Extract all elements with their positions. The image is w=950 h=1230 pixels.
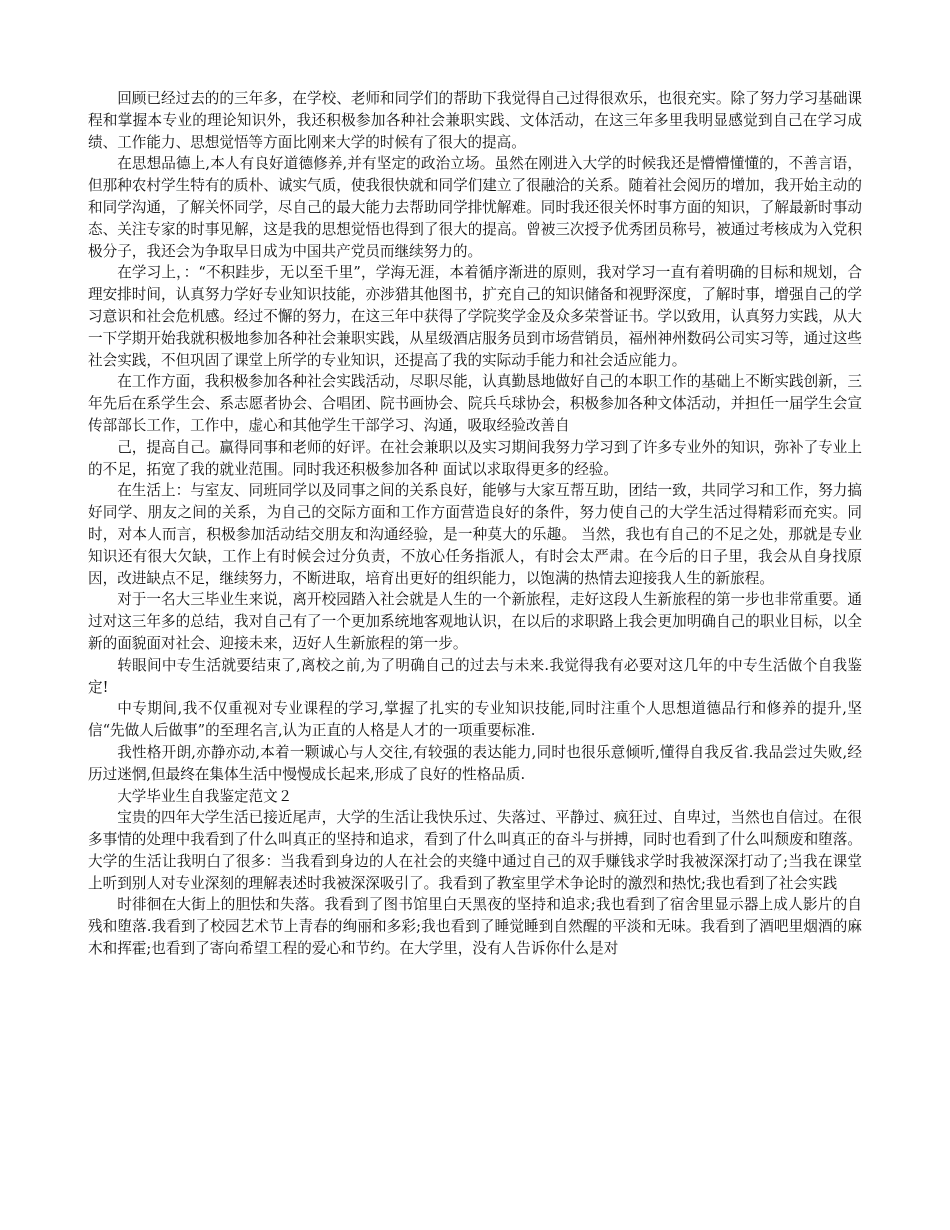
paragraph-vocational-study: 中专期间,我不仅重视对专业课程的学习,掌握了扎实的专业知识技能,同时注重个人思想道德品行和修养的提升,坚信“先做人后做事”的至理名言,认为正直的人格是人才的一项重要标准.: [88, 700, 862, 740]
paragraph-work-continued: 己，提高自己。赢得同事和老师的好评。在社会兼职以及实习期间我努力学习到了许多专业外的知识，弥补了专业上的不足，拓宽了我的就业范围。同时我还积极参加各种 面试以求取得更多的经验。: [88, 438, 862, 478]
paragraph-personality: 我性格开朗,亦静亦动,本着一颗诚心与人交往,有较强的表达能力,同时也很乐意倾听,懂得自我反省.我品尝过失败,经历过迷惘,但最终在集体生活中慢慢成长起来,形成了良好的性格品质.: [88, 743, 862, 783]
paragraph-study: 在学习上，：“不积跬步，无以至千里”，学海无涯，本着循序渐进的原则，我对学习一直有着明确的目标和规划，合理安排时间，认真努力学好专业知识技能，亦涉猎其他图书，扩充自己的知识储备和视野深度，了解时事，增强自己的学习意识和社会危机感。经过不懈的努力，在这三年中获得了学院奖学金及众多荣誉证书。学以致用，认真努力实践，从大一下学期开始我就积极地参加各种社会兼职实践，从星级酒店服务员到市场营销员，福州神州数码公司实习等，通过这些社会实践，不但巩固了课堂上所学的专业知识，还提高了我的实际动手能力和社会适应能力。: [88, 264, 862, 369]
paragraph-work: 在工作方面，我积极参加各种社会实践活动，尽职尽能，认真勤恳地做好自己的本职工作的基础上不断实践创新，三年先后在系学生会、系志愿者协会、合唱团、院书画协会、院兵乓球协会，积极参加各种文体活动，并担任一届学生会宣传部部长工作，工作中，虚心和其他学生干部学习、沟通，吸取经验改善自: [88, 373, 862, 434]
paragraph-life: 在生活上：与室友、同班同学以及同事之间的关系良好，能够与大家互帮互助，团结一致，共同学习和工作，努力搞好同学、朋友之间的关系，为自己的交际方面和工作方面营造良好的条件，努力使自己的大学生活过得精彩而充实。同时，对本人而言，积极参加活动结交朋友和沟通经验，是一种莫大的乐趣。 当然，我也有自己的不足之处，那就是专业知识还有很大欠缺，工作上有时候会过分负责，不放心任务指派人，有时会太严肃。在今后的日子里，我会从自身找原因，改进缺点不足，继续努力，不断进取，培育出更好的组织能力，以饱满的热情去迎接我人生的新旅程。: [88, 482, 862, 587]
paragraph-graduate: 对于一名大三毕业生来说，离开校园踏入社会就是人生的一个新旅程，走好这段人生新旅程的第一步也非常重要。通过对这三年多的总结，我对自己有了一个更加系统地客观地认识，在以后的求职路上我会更加明确自己的职业目标，以全新的面貌面对社会、迎接未来，迈好人生新旅程的第一步。: [88, 591, 862, 652]
paragraph-vocational-intro: 转眼间中专生活就要结束了,离校之前,为了明确自己的过去与未来.我觉得我有必要对这几年的中专生活做个自我鉴定!: [88, 656, 862, 696]
paragraph-ideology: 在思想品德上,本人有良好道德修养,并有坚定的政治立场。虽然在刚进入大学的时候我还是懵懵懂懂的，不善言语，但那种农村学生特有的质朴、诚实气质，使我很快就和同学们建立了很融洽的关系。随着社会阅历的增加，我开始主动的和同学沟通，了解关怀同学，尽自己的最大能力去帮助同学排忧解难。同时我还很关怀时事方面的知识，了解最新时事动态、关注专家的时事见解，这是我的思想觉悟也得到了很大的提高。曾被三次授予优秀团员称号，被通过考核成为入党积极分子，我还会为争取早日成为中国共产党员而继续努力的。: [88, 155, 862, 260]
document-body: [88, 88, 862, 960]
paragraph-review: 回顾已经过去的的三年多，在学校、老师和同学们的帮助下我觉得自己过得很欢乐，也很充实。除了努力学习基础课程和掌握本专业的理论知识外，我还积极参加各种社会兼职实践、文体活动，在这三年多里我明显感觉到自己在学习成绩、工作能力、思想觉悟等方面比刚来大学的时候有了很大的提高。: [88, 90, 862, 151]
paragraph-university-life: 宝贵的四年大学生活已接近尾声，大学的生活让我快乐过、失落过、平静过、疯狂过、自卑过，当然也自信过。在很多事情的处理中我看到了什么叫真正的坚持和追求，看到了什么叫真正的奋斗与拼搏，同时也看到了什么叫颓废和堕落。大学的生活让我明白了很多：当我看到身边的人在社会的夹缝中通过自己的双手赚钱求学时我被深深打动了;当我在课堂上听到别人对专业深刻的理解表述时我被深深吸引了。我看到了教室里学术争论时的激烈和热忱;我也看到了社会实践: [88, 809, 862, 892]
paragraph-observations: 时徘徊在大街上的胆怯和失落。我看到了图书馆里白天黑夜的坚持和追求;我也看到了宿舍里显示器上成人影片的自残和堕落.我看到了校园艺术节上青春的绚丽和多彩;我也看到了睡觉睡到自然醒的平淡和无味。我看到了酒吧里烟酒的麻木和挥霍;也看到了寄向希望工程的爱心和节约。在大学里，没有人告诉你什么是对: [88, 896, 862, 958]
section-title-sample-2: 大学毕业生自我鉴定范文２: [117, 787, 293, 805]
